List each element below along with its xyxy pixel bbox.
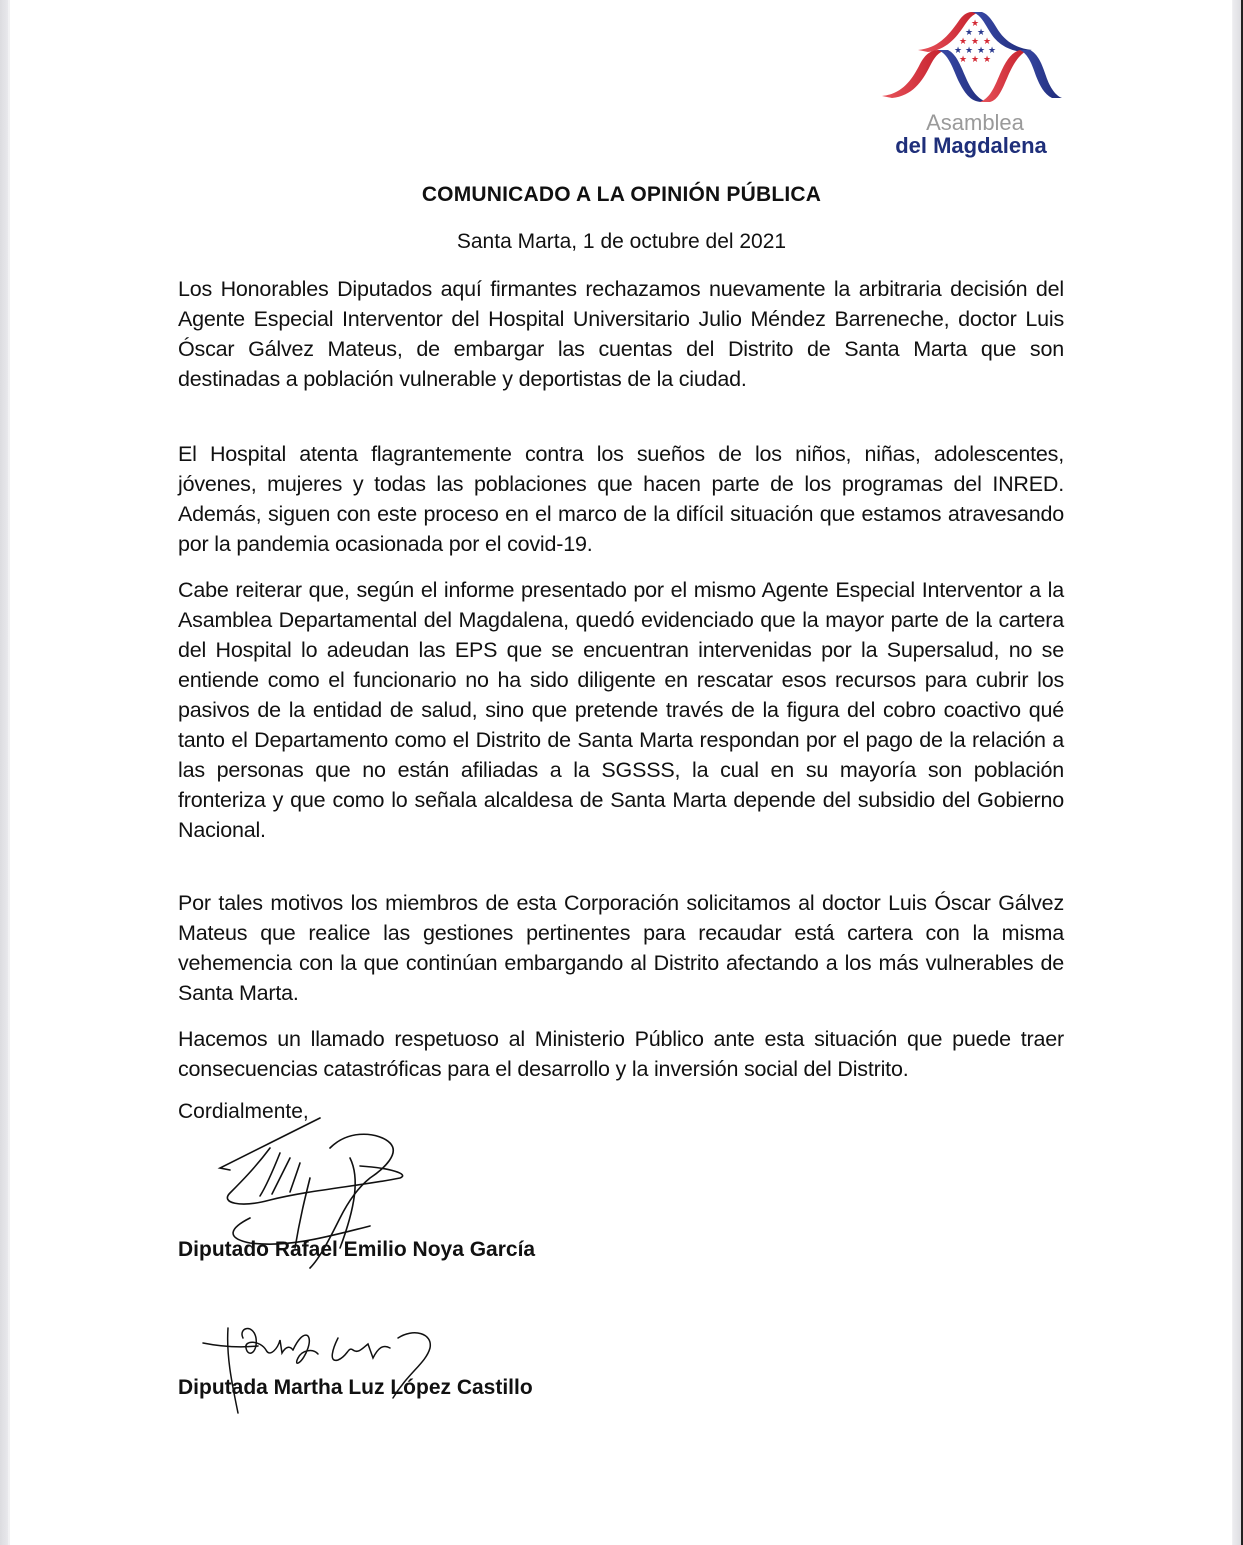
document-date: Santa Marta, 1 de octubre del 2021 [456,230,787,253]
svg-text:★: ★ [982,55,992,65]
closing-salutation: Cordialmente, [178,1100,309,1123]
paragraph-3: Cabe reiterar que, según el informe presentado por el mismo Agente Especial Interventor a la Asamblea Departamental del Magdalena, quedó evidenciado que la mayor parte de la cartera del Hospital lo adeudan las EPS que se encuentran intervenidas por la Supersalud, no se entiende como el funcionario no ha sido diligente en rescatar esos recursos para cubrir los pasivos de la entidad de salud, sino que pretende través de la figura del cobro coactivo qué tanto el Departamento como el Distrito de Santa Marta respondan por el pago de la relación a las personas que no están afiliadas a la SGSSS, la cual en su mayoría son población fronteriza y que como lo señala alcaldesa de Santa Marta depende del subsidio del Gobierno Nacional. [178,578,1064,842]
signature-2-icon [198,1318,438,1418]
document-title: COMUNICADO A LA OPINIÓN PÚBLICA [421,183,822,206]
signatory-1-name: Diputado Rafael Emilio Noya García [178,1238,536,1261]
signatory-2-name: Diputada Martha Luz López Castillo [178,1376,533,1399]
paragraph-4: Por tales motivos los miembros de esta Corporación solicitamos al doctor Luis Óscar Gálvez Mateus que realice las gestiones pertinentes para recaudar está cartera con la misma vehemencia con la que continúan embargando al Distrito afectando a los más vulnerables de Santa Marta. [178,891,1064,1005]
svg-text:★: ★ [982,37,992,47]
logo-text-asamblea: Asamblea [926,110,1024,135]
asamblea-logo [876,6,1066,158]
svg-text:★: ★ [964,28,974,38]
svg-text:★: ★ [953,46,963,56]
svg-text:★: ★ [958,55,968,65]
paragraph-5: Hacemos un llamado respetuoso al Ministerio Público ante esta situación que puede traer consecuencias catastróficas para el desarrollo y la inversión social del Distrito. [178,1027,1064,1081]
svg-text:★: ★ [958,37,968,47]
paragraph-1: Los Honorables Diputados aquí firmantes rechazamos nuevamente la arbitraria decisión del Agente Especial Interventor del Hospital Universitario Julio Méndez Barreneche, doctor Luis Óscar Gálvez Mateus, de embargar las cuentas del Distrito de Santa Marta que son destinadas a población vulnerable y deportistas de la ciudad. [178,277,1064,391]
paragraph-2: El Hospital atenta flagrantemente contra los sueños de los niños, niñas, adolescentes, jóvenes, mujeres y todas las poblaciones que hacen parte de los programas del INRED. Además, siguen con este proceso en el marco de la difícil situación que estamos atravesando por la pandemia ocasionada por el covid-19. [178,442,1064,556]
logo-text-magdalena: del Magdalena [895,133,1047,158]
svg-text:★: ★ [987,46,997,56]
svg-text:★: ★ [964,46,974,56]
ribbon-stars-icon [876,6,1066,116]
svg-text:★: ★ [976,46,986,56]
svg-text:★: ★ [970,37,980,47]
svg-text:★: ★ [976,28,986,38]
svg-text:★: ★ [970,55,980,65]
svg-text:★: ★ [970,19,980,29]
